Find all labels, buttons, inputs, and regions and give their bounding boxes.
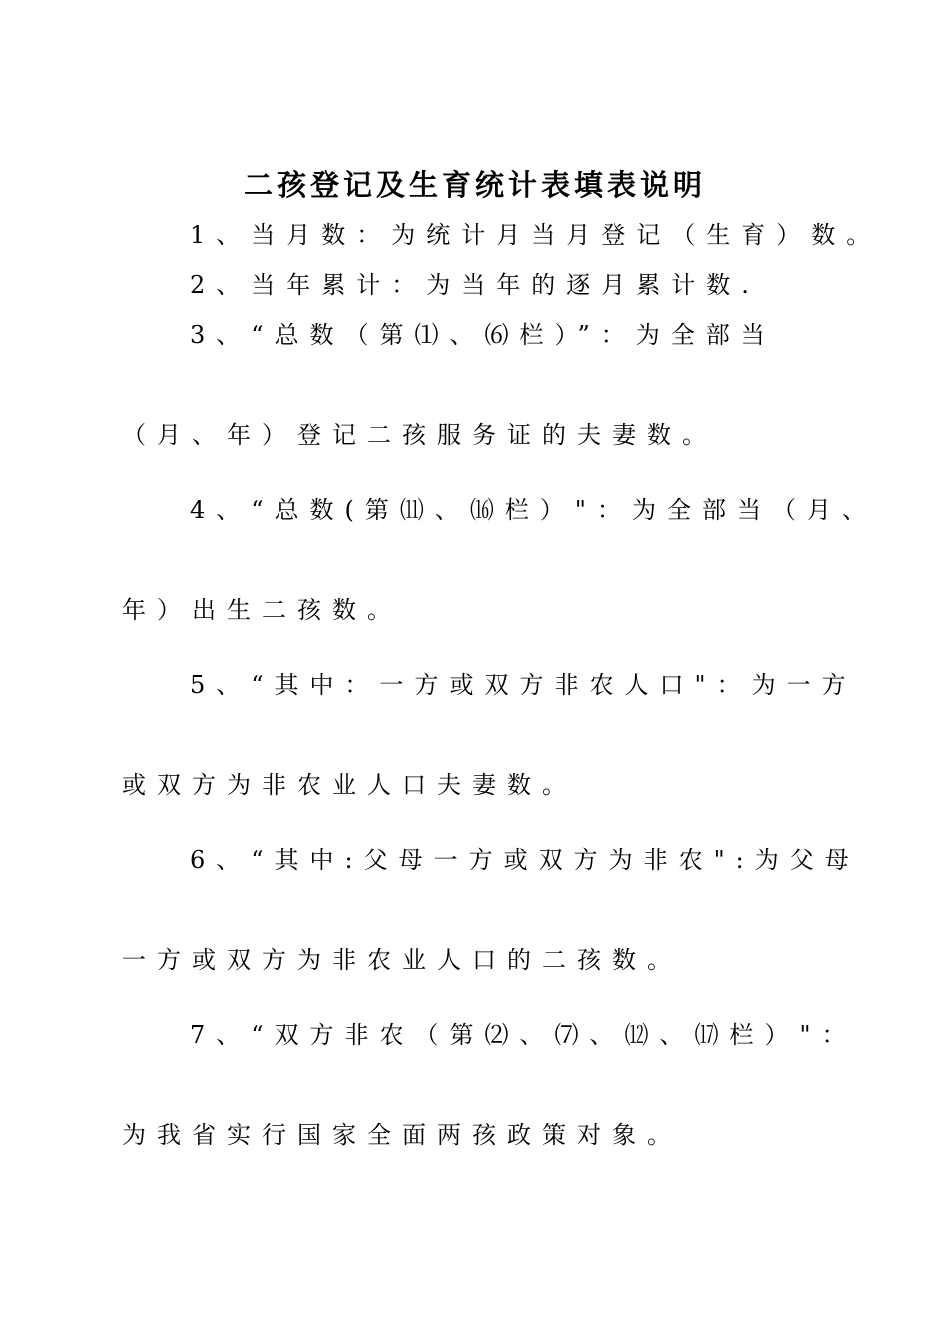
- document-title: 二孩登记及生育统计表填表说明: [243, 168, 706, 202]
- item-4-continuation: 年）出生二孩数。: [122, 596, 402, 624]
- item-6-continuation: 一方或双方为非农业人口的二孩数。: [122, 946, 682, 974]
- item-5-line: 5、“其中：一方或双方非农人口"：为一方: [190, 671, 857, 699]
- item-4-line: 4、“总数(第⑾、⒃栏）"：为全部当（月、: [190, 496, 877, 524]
- item-3-continuation: （月、年）登记二孩服务证的夫妻数。: [122, 421, 717, 449]
- item-7-continuation: 为我省实行国家全面两孩政策对象。: [122, 1121, 682, 1149]
- item-5-continuation: 或双方为非农业人口夫妻数。: [122, 771, 577, 799]
- item-3-line: 3、“总数（第⑴、⑹栏）”：为全部当: [190, 321, 776, 349]
- item-2-line: 2、当年累计：为当年的逐月累计数.: [190, 271, 760, 299]
- item-1-line: 1、当月数：为统计月当月登记（生育）数。: [190, 221, 882, 249]
- item-6-line: 6、“其中:父母一方或双方为非农":为父母: [190, 846, 860, 874]
- item-7-line: 7、“双方非农（第⑵、⑺、⑿、⒄栏）"：: [190, 1021, 857, 1049]
